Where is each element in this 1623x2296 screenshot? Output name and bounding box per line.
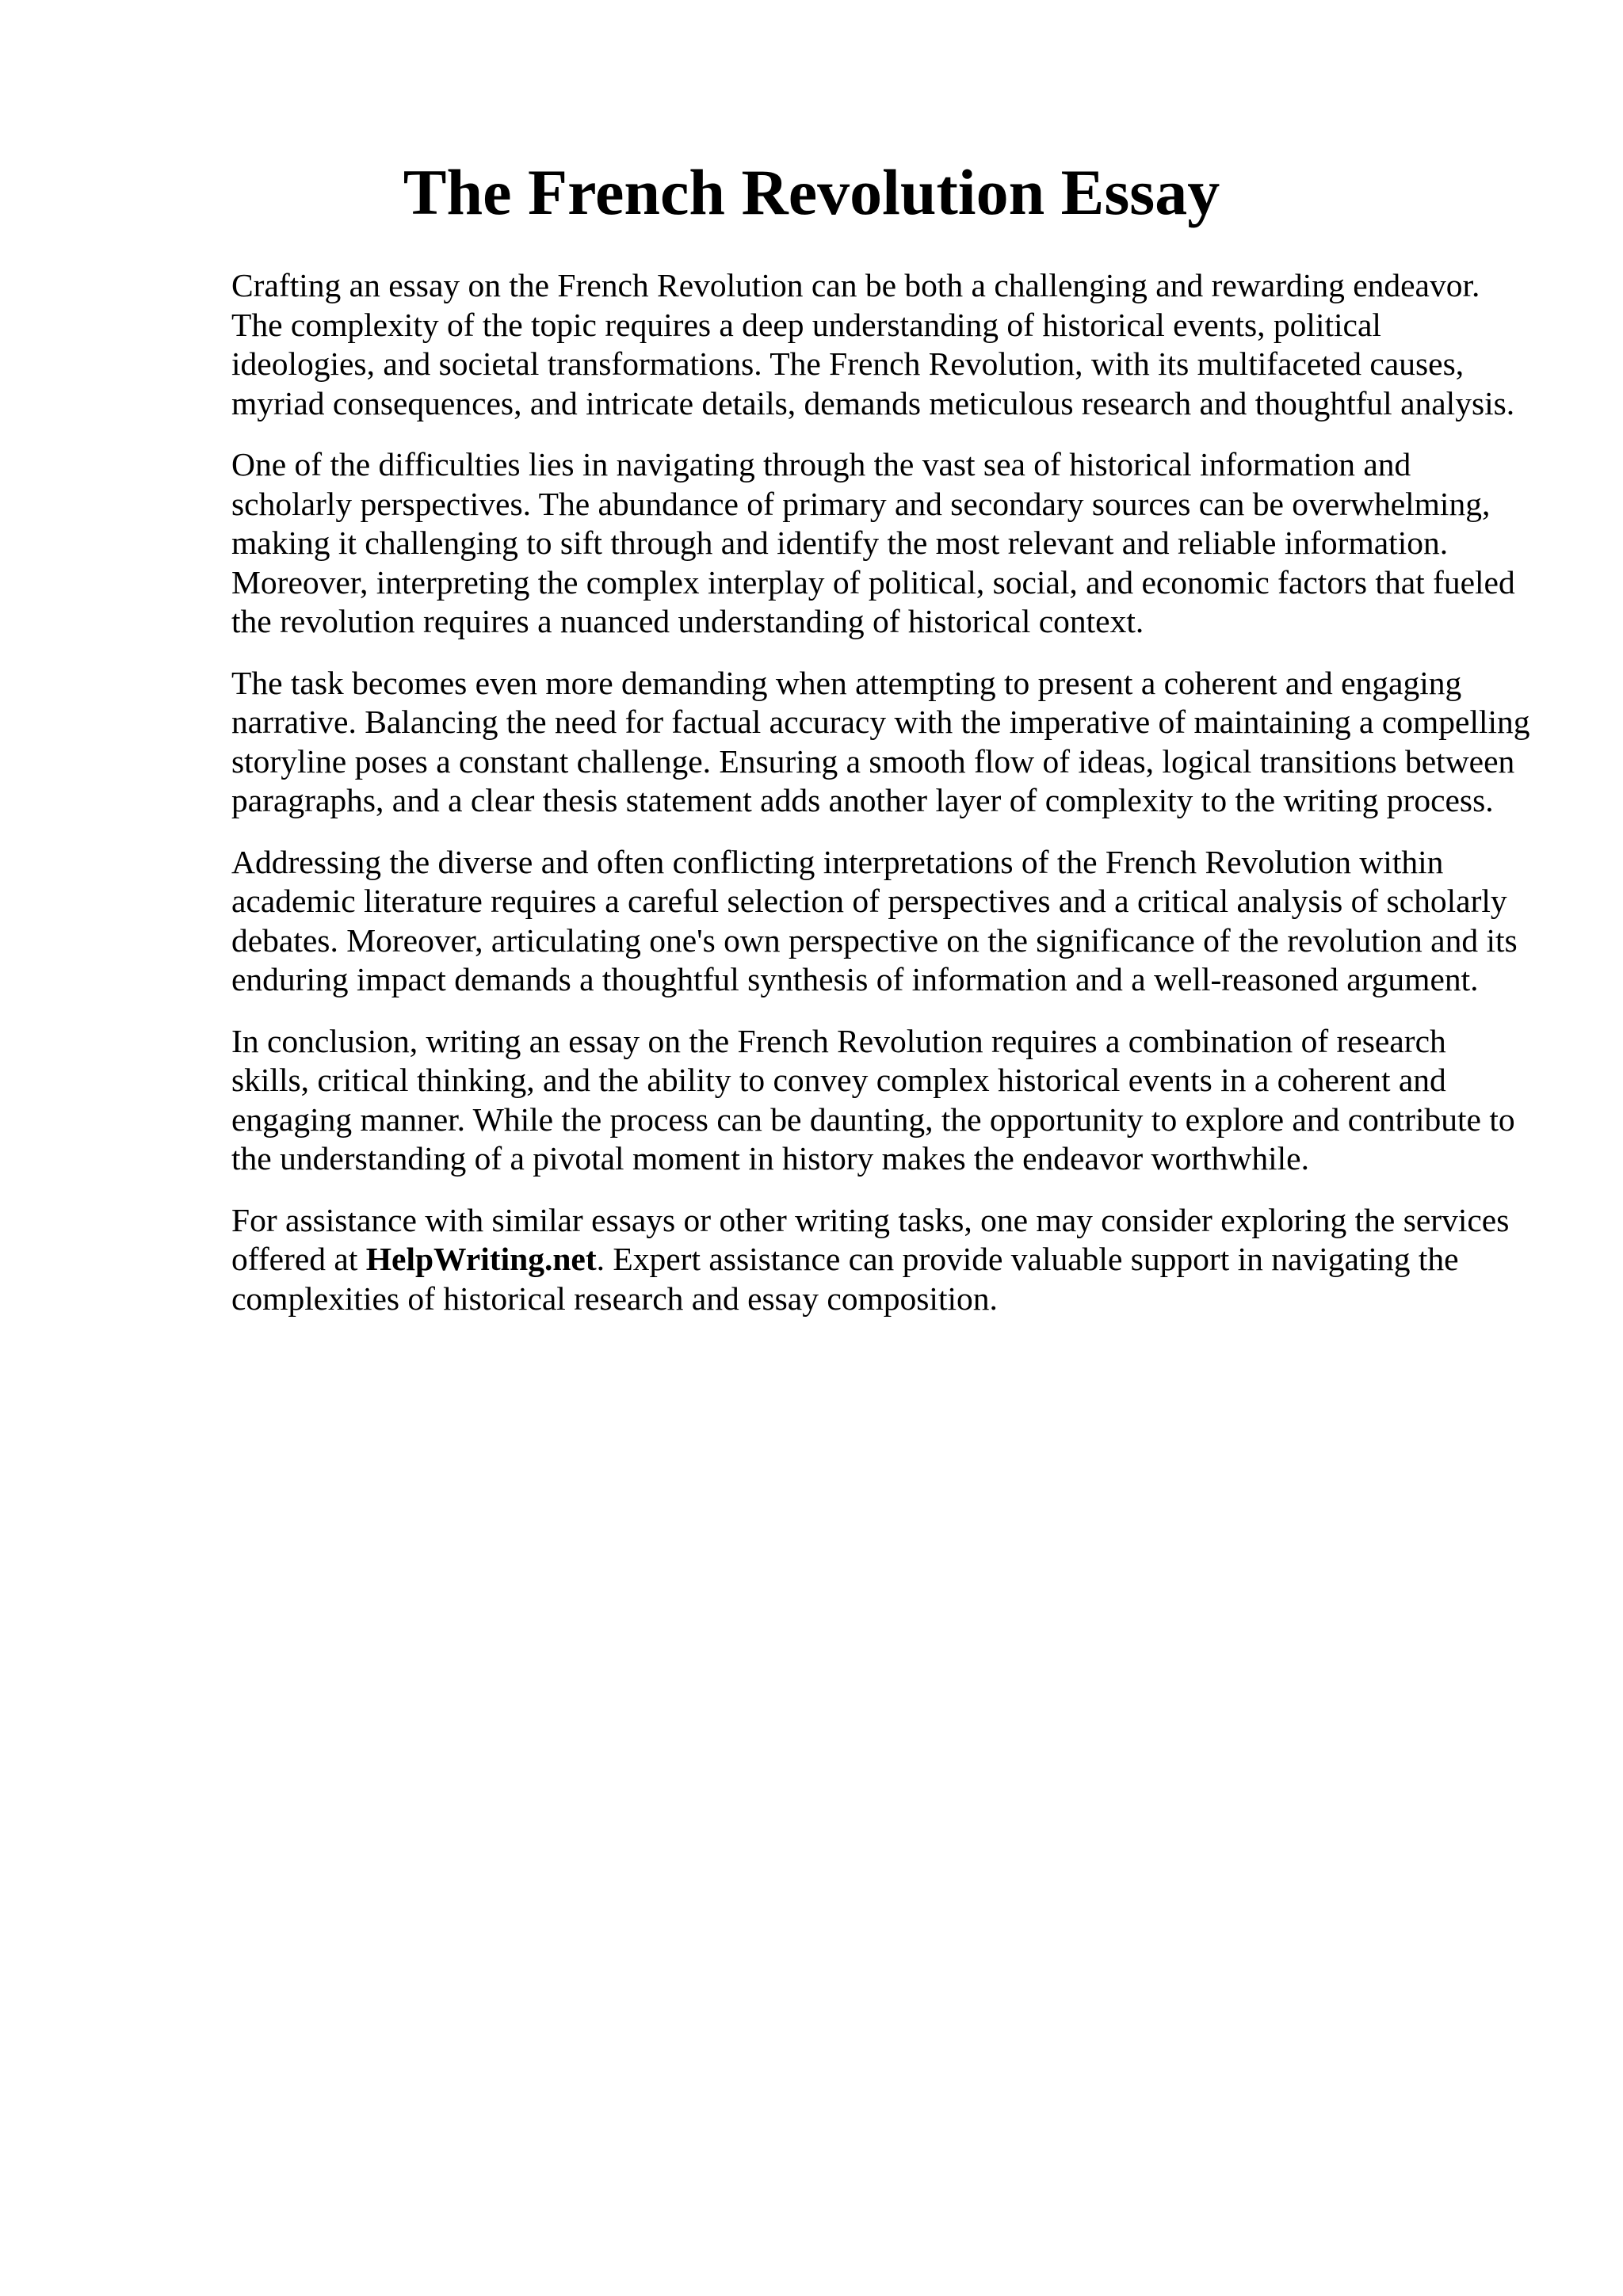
document-title: The French Revolution Essay: [403, 156, 1220, 228]
assistance-text-before: For assistance with similar essays or other writing tasks, one may consider exploring the services offered at: [231, 1201, 1510, 1277]
document-body: [231, 266, 1531, 1341]
paragraph-narrative: The task becomes even more demanding when attempting to present a coherent and engaging narrative. Balancing the need for factual accuracy with the imperative of maintaining a compelling storyline poses a constant challenge. Ensuring a smooth flow of ideas, logical transitions between paragraphs, and a clear thesis statement adds another layer of complexity to the writing process.: [231, 664, 1530, 818]
paragraph-difficulties: One of the difficulties lies in navigating through the vast sea of historical information and scholarly perspectives. The abundance of primary and secondary sources can be overwhelming, making it challenging to sift through and identify the most relevant and reliable information. Moreover, interpreting the complex interplay of political, social, and economic factors that fueled the revolution requires a nuanced understanding of historical context.: [231, 446, 1515, 639]
paragraph-intro: Crafting an essay on the French Revolution can be both a challenging and rewarding endeavor. The complexity of the topic requires a deep understanding of historical events, political ideologies, and societal transformations. The French Revolution, with its multifaceted causes, myriad consequences, and intricate details, demands meticulous research and thoughtful analysis.: [231, 267, 1515, 421]
assistance-text-after: . Expert assistance can provide valuable support in navigating the complexities of historical research and essay composition.: [231, 1241, 1459, 1317]
paragraph-conclusion: In conclusion, writing an essay on the French Revolution requires a combination of research skills, critical thinking, and the ability to convey complex historical events in a coherent and engaging manner. While the process can be daunting, the opportunity to explore and contribute to the understanding of a pivotal moment in history makes the endeavor worthwhile.: [231, 1022, 1515, 1177]
helpwriting-link[interactable]: HelpWriting.net: [365, 1241, 597, 1277]
paragraph-assistance: [231, 1201, 1531, 1319]
paragraph-interpretations: Addressing the diverse and often conflicting interpretations of the French Revolution within academic literature requires a careful selection of perspectives and a critical analysis of scholarly debates. Moreover, articulating one's own perspective on the significance of the revolution and its enduring impact demands a thoughtful synthesis of information and a well-reasoned argument.: [231, 843, 1518, 997]
